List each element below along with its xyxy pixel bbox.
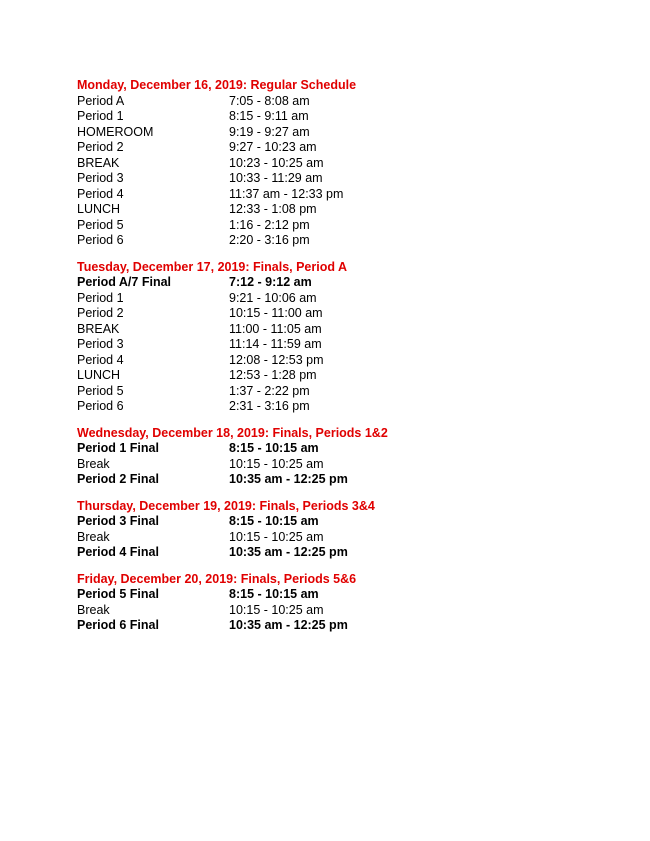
period-label: Period A/7 Final <box>77 275 172 289</box>
period-time: 10:35 am - 12:25 pm <box>229 472 348 486</box>
schedule-row <box>77 457 597 473</box>
period-label: Period 6 <box>77 233 124 247</box>
day-title: Friday, December 20, 2019: Finals, Periods 5&6 <box>77 571 357 586</box>
period-label: Period 2 Final <box>77 472 159 486</box>
period-time: 10:15 - 10:25 am <box>229 456 324 471</box>
period-time: 10:35 am - 12:25 pm <box>229 545 348 559</box>
period-label: Period 1 Final <box>77 441 159 455</box>
schedule-row <box>77 337 597 353</box>
period-time: 2:20 - 3:16 pm <box>229 233 310 247</box>
day-section-5 <box>77 572 597 634</box>
period-time: 10:15 - 10:25 am <box>229 602 324 617</box>
period-time: 7:05 - 8:08 am <box>229 93 310 108</box>
period-label: Period 4 Final <box>77 545 159 559</box>
period-label: LUNCH <box>77 368 121 382</box>
schedule-row <box>77 218 597 234</box>
period-time: 9:27 - 10:23 am <box>229 140 317 154</box>
schedule-row <box>77 291 597 307</box>
schedule-row <box>77 441 597 457</box>
schedule-row <box>77 587 597 603</box>
day-section-1 <box>77 78 597 249</box>
schedule-row <box>77 384 597 400</box>
period-time: 8:15 - 10:15 am <box>229 514 319 528</box>
period-time: 12:53 - 1:28 pm <box>229 368 317 382</box>
period-time: 9:19 - 9:27 am <box>229 124 310 139</box>
period-label: Period 4 <box>77 352 124 367</box>
period-time: 10:35 am - 12:25 pm <box>229 618 348 632</box>
period-time: 11:14 - 11:59 am <box>229 337 322 351</box>
schedule-row <box>77 399 597 415</box>
schedule-row <box>77 322 597 338</box>
schedule-row <box>77 353 597 369</box>
period-time: 8:15 - 10:15 am <box>229 441 319 455</box>
period-time: 8:15 - 9:11 am <box>229 109 309 123</box>
schedule-row <box>77 187 597 203</box>
day-title: Thursday, December 19, 2019: Finals, Periods 3&4 <box>77 498 375 513</box>
day-title: Tuesday, December 17, 2019: Finals, Period A <box>77 259 348 274</box>
period-time: 2:31 - 3:16 pm <box>229 399 310 413</box>
day-section-2 <box>77 260 597 415</box>
period-label: HOMEROOM <box>77 124 154 139</box>
period-time: 9:21 - 10:06 am <box>229 290 317 305</box>
period-label: BREAK <box>77 155 120 170</box>
schedule-table <box>77 587 597 634</box>
period-label: BREAK <box>77 321 120 336</box>
period-label: Period 1 <box>77 109 124 123</box>
day-title: Wednesday, December 18, 2019: Finals, Periods 1&2 <box>77 425 388 440</box>
period-label: Period 5 <box>77 217 124 232</box>
schedule <box>77 78 597 645</box>
period-time: 1:37 - 2:22 pm <box>229 383 310 398</box>
schedule-table <box>77 94 597 249</box>
schedule-row <box>77 618 597 634</box>
schedule-row <box>77 171 597 187</box>
period-label: Period 3 <box>77 171 124 185</box>
period-time: 10:23 - 10:25 am <box>229 155 324 170</box>
period-time: 12:33 - 1:08 pm <box>229 202 317 216</box>
schedule-row <box>77 94 597 110</box>
schedule-row <box>77 275 597 291</box>
period-label: Period 6 <box>77 399 124 413</box>
schedule-row <box>77 140 597 156</box>
schedule-row <box>77 603 597 619</box>
period-label: Period 1 <box>77 290 124 305</box>
period-time: 8:15 - 10:15 am <box>229 587 319 601</box>
schedule-row <box>77 368 597 384</box>
schedule-row <box>77 514 597 530</box>
period-time: 11:37 am - 12:33 pm <box>229 186 344 201</box>
period-label: Period 2 <box>77 306 124 320</box>
period-label: Period 6 Final <box>77 618 159 632</box>
period-time: 7:12 - 9:12 am <box>229 275 312 289</box>
schedule-row <box>77 233 597 249</box>
period-time: 1:16 - 2:12 pm <box>229 217 310 232</box>
period-label: Period 5 <box>77 383 124 398</box>
schedule-row <box>77 545 597 561</box>
period-label: LUNCH <box>77 202 121 216</box>
schedule-row <box>77 472 597 488</box>
period-label: Break <box>77 529 110 544</box>
schedule-table <box>77 514 597 561</box>
period-label: Period 4 <box>77 186 124 201</box>
day-section-3 <box>77 426 597 488</box>
period-label: Period 2 <box>77 140 124 154</box>
period-time: 10:15 - 11:00 am <box>229 306 323 320</box>
period-label: Break <box>77 456 110 471</box>
schedule-row <box>77 530 597 546</box>
day-section-4 <box>77 499 597 561</box>
period-label: Period A <box>77 93 125 108</box>
schedule-table <box>77 441 597 488</box>
schedule-row <box>77 202 597 218</box>
schedule-row <box>77 156 597 172</box>
schedule-row <box>77 306 597 322</box>
period-label: Break <box>77 602 110 617</box>
schedule-row <box>77 109 597 125</box>
period-time: 10:33 - 11:29 am <box>229 171 323 185</box>
period-label: Period 3 Final <box>77 514 159 528</box>
schedule-row <box>77 125 597 141</box>
schedule-table <box>77 275 597 415</box>
period-label: Period 5 Final <box>77 587 159 601</box>
period-time: 11:00 - 11:05 am <box>229 321 322 336</box>
period-time: 10:15 - 10:25 am <box>229 529 324 544</box>
period-time: 12:08 - 12:53 pm <box>229 352 324 367</box>
period-label: Period 3 <box>77 337 124 351</box>
day-title: Monday, December 16, 2019: Regular Schedule <box>77 78 357 92</box>
